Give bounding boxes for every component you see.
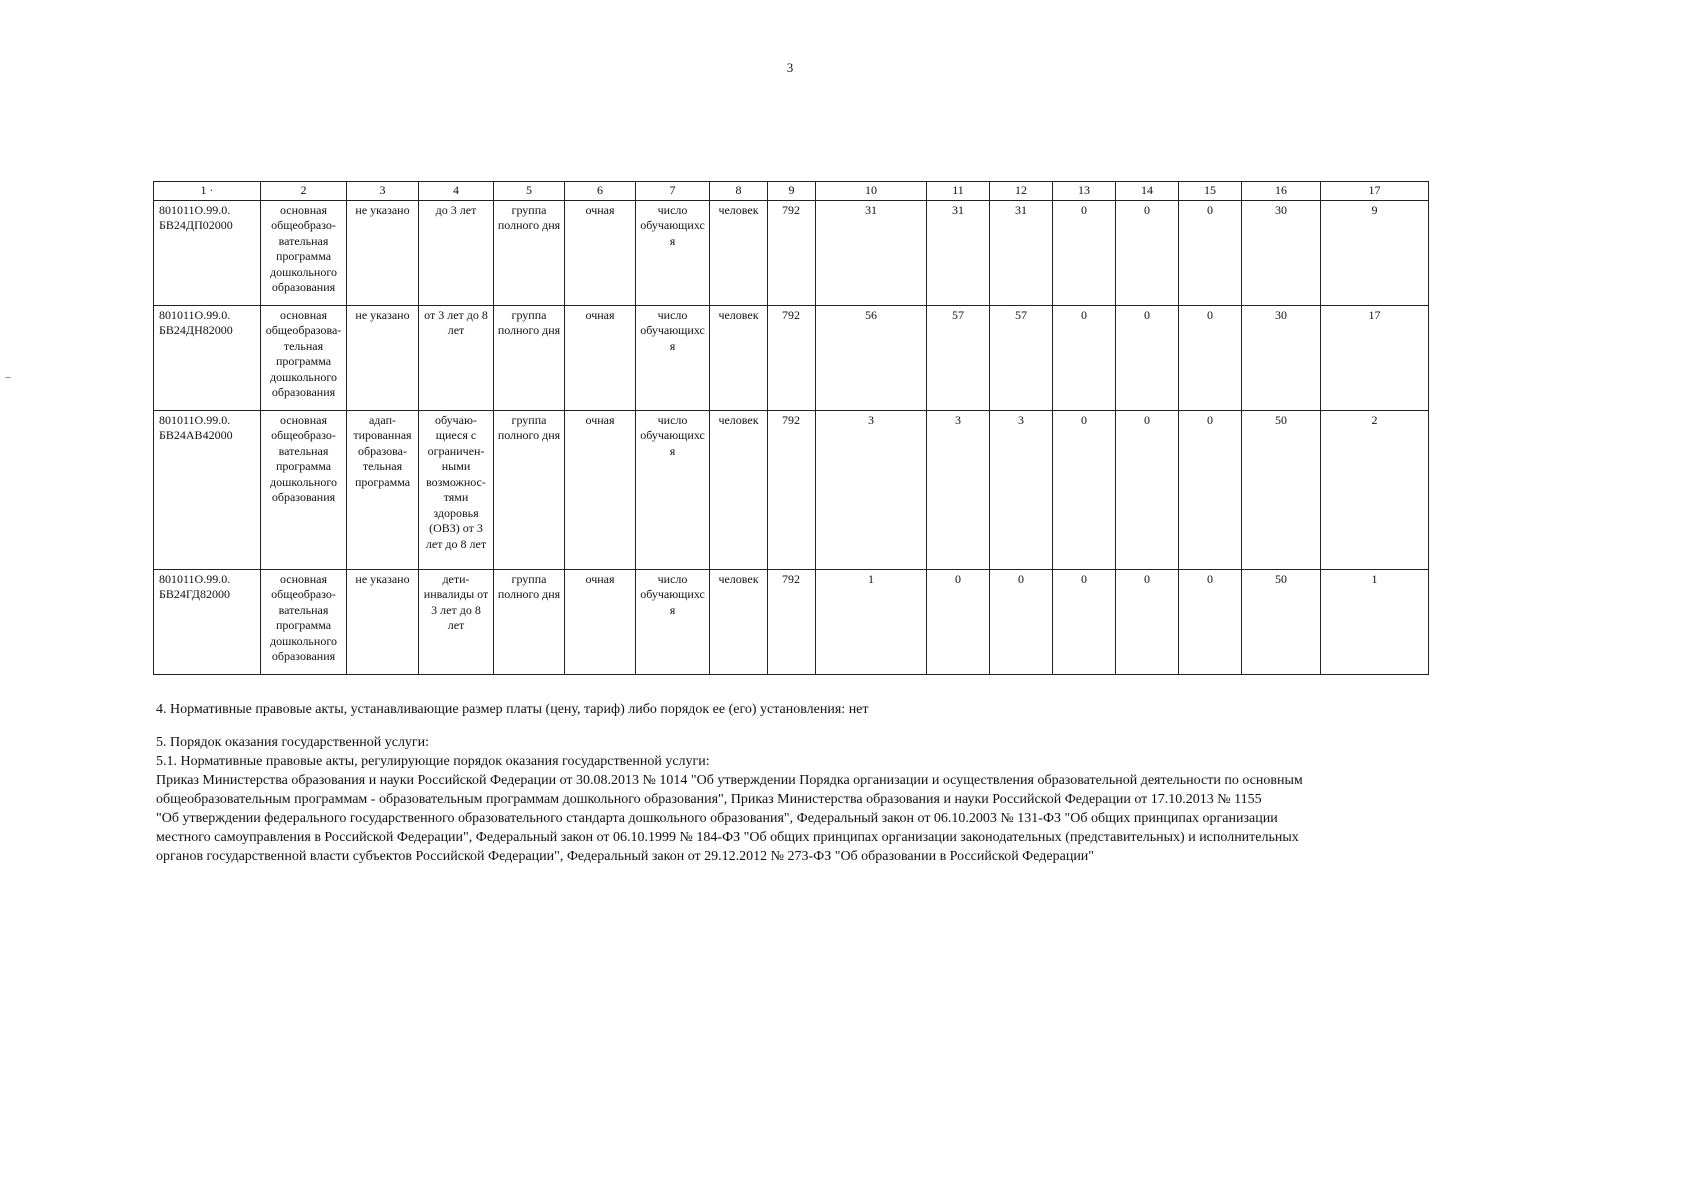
program-type-cell: не указано: [347, 200, 419, 305]
age-cell: дети- инвалиды от 3 лет до 8 лет: [419, 569, 494, 674]
value-cell: 31: [927, 200, 990, 305]
unit-cell: человек: [710, 569, 768, 674]
table-row: [154, 569, 1429, 674]
unit-cell: человек: [710, 200, 768, 305]
indicator-cell: число обучающихс я: [636, 569, 710, 674]
value-cell: 0: [1116, 410, 1179, 569]
header-cell: 3: [347, 182, 419, 201]
value-cell: 50: [1242, 569, 1321, 674]
header-row: [154, 182, 1429, 201]
header-cell: 12: [990, 182, 1053, 201]
value-cell: 0: [1053, 410, 1116, 569]
group-cell: группа полного дня: [494, 200, 565, 305]
value-cell: 57: [990, 305, 1053, 410]
paragraph-5-procedure: 5. Порядок оказания государственной услуги:: [156, 735, 430, 750]
acts-line: общеобразовательным программам - образовательным программам дошкольного образования", Приказ Министерства образования и науки Российской Федерации от 17.10.2013 № 1155: [156, 792, 1262, 807]
header-cell: 10: [816, 182, 927, 201]
value-cell: 50: [1242, 410, 1321, 569]
indicator-cell: число обучающихс я: [636, 200, 710, 305]
value-cell: 3: [816, 410, 927, 569]
header-cell: 9: [768, 182, 816, 201]
header-cell: 11: [927, 182, 990, 201]
acts-line: местного самоуправления в Российской Федерации", Федеральный закон от 06.10.1999 № 184-ФЗ "Об общих принципах организации законодательных (представительных) и исполнительных: [156, 830, 1299, 845]
header-cell: 1 ·: [154, 182, 261, 201]
program-type-cell: адап- тированная образова- тельная программа: [347, 410, 419, 569]
value-cell: 0: [1116, 569, 1179, 674]
value-cell: 31: [990, 200, 1053, 305]
value-cell: 31: [816, 200, 927, 305]
paragraph-5-1-acts: 5.1. Нормативные правовые акты, регулирующие порядок оказания государственной услуги:: [156, 754, 710, 769]
value-cell: 0: [990, 569, 1053, 674]
services-table: [153, 181, 1429, 675]
registry-code-cell: 801011О.99.0. БВ24ДН82000: [154, 305, 261, 410]
value-cell: 0: [927, 569, 990, 674]
registry-code-cell: 801011О.99.0. БВ24ДП02000: [154, 200, 261, 305]
unit-cell: человек: [710, 410, 768, 569]
form-cell: очная: [565, 410, 636, 569]
header-cell: 4: [419, 182, 494, 201]
table-row: [154, 200, 1429, 305]
value-cell: 0: [1179, 410, 1242, 569]
value-cell: 0: [1179, 200, 1242, 305]
value-cell: 0: [1116, 200, 1179, 305]
value-cell: 3: [990, 410, 1053, 569]
program-type-cell: не указано: [347, 569, 419, 674]
registry-code-cell: 801011О.99.0. БВ24АВ42000: [154, 410, 261, 569]
age-cell: от 3 лет до 8 лет: [419, 305, 494, 410]
table-row: [154, 410, 1429, 569]
value-cell: 0: [1053, 569, 1116, 674]
header-cell: 17: [1321, 182, 1429, 201]
value-cell: 0: [1116, 305, 1179, 410]
header-cell: 14: [1116, 182, 1179, 201]
value-cell: 0: [1053, 200, 1116, 305]
age-cell: до 3 лет: [419, 200, 494, 305]
value-cell: 57: [927, 305, 990, 410]
value-cell: 2: [1321, 410, 1429, 569]
okei-cell: 792: [768, 569, 816, 674]
acts-line: Приказ Министерства образования и науки Российской Федерации от 30.08.2013 № 1014 "Об утверждении Порядка организации и осуществления образовательной деятельности по основным: [156, 773, 1303, 788]
unit-cell: человек: [710, 305, 768, 410]
program-cell: основная общеобразо- вательная программа дошкольного образования: [261, 569, 347, 674]
header-cell: 15: [1179, 182, 1242, 201]
value-cell: 0: [1179, 569, 1242, 674]
header-cell: 5: [494, 182, 565, 201]
value-cell: 0: [1053, 305, 1116, 410]
acts-line: "Об утверждении федерального государственного образовательного стандарта дошкольного образования", Федеральный закон от 06.10.2003 № 131-ФЗ "Об общих принципах организации: [156, 811, 1278, 826]
header-cell: 8: [710, 182, 768, 201]
header-cell: 16: [1242, 182, 1321, 201]
value-cell: 17: [1321, 305, 1429, 410]
acts-line: органов государственной власти субъектов Российской Федерации", Федеральный закон от 29.12.2012 № 273-ФЗ "Об образовании в Российской Федерации": [156, 849, 1095, 864]
age-cell: обучаю- щиеся с ограничен- ными возможнос- тями здоровья (ОВЗ) от 3 лет до 8 лет: [419, 410, 494, 569]
program-cell: основная общеобразо- вательная программа дошкольного образования: [261, 200, 347, 305]
okei-cell: 792: [768, 410, 816, 569]
value-cell: 1: [1321, 569, 1429, 674]
group-cell: группа полного дня: [494, 410, 565, 569]
value-cell: 30: [1242, 200, 1321, 305]
program-cell: основная общеобразо- вательная программа дошкольного образования: [261, 410, 347, 569]
registry-code-cell: 801011О.99.0. БВ24ГД82000: [154, 569, 261, 674]
value-cell: 0: [1179, 305, 1242, 410]
indicator-cell: число обучающихс я: [636, 410, 710, 569]
table-row: [154, 305, 1429, 410]
program-type-cell: не указано: [347, 305, 419, 410]
okei-cell: 792: [768, 200, 816, 305]
page-number: 3: [786, 60, 794, 75]
header-cell: 2: [261, 182, 347, 201]
value-cell: 30: [1242, 305, 1321, 410]
okei-cell: 792: [768, 305, 816, 410]
paragraph-4-fees: 4. Нормативные правовые акты, устанавливающие размер платы (цену, тариф) либо порядок ее (его) установления: нет: [156, 702, 869, 717]
group-cell: группа полного дня: [494, 305, 565, 410]
group-cell: группа полного дня: [494, 569, 565, 674]
value-cell: 56: [816, 305, 927, 410]
header-cell: 6: [565, 182, 636, 201]
header-cell: 13: [1053, 182, 1116, 201]
form-cell: очная: [565, 200, 636, 305]
value-cell: 1: [816, 569, 927, 674]
program-cell: основная общеобразова- тельная программа дошкольного образования: [261, 305, 347, 410]
value-cell: 9: [1321, 200, 1429, 305]
value-cell: 3: [927, 410, 990, 569]
scan-mark: [5, 377, 11, 378]
form-cell: очная: [565, 305, 636, 410]
form-cell: очная: [565, 569, 636, 674]
header-cell: 7: [636, 182, 710, 201]
indicator-cell: число обучающихс я: [636, 305, 710, 410]
